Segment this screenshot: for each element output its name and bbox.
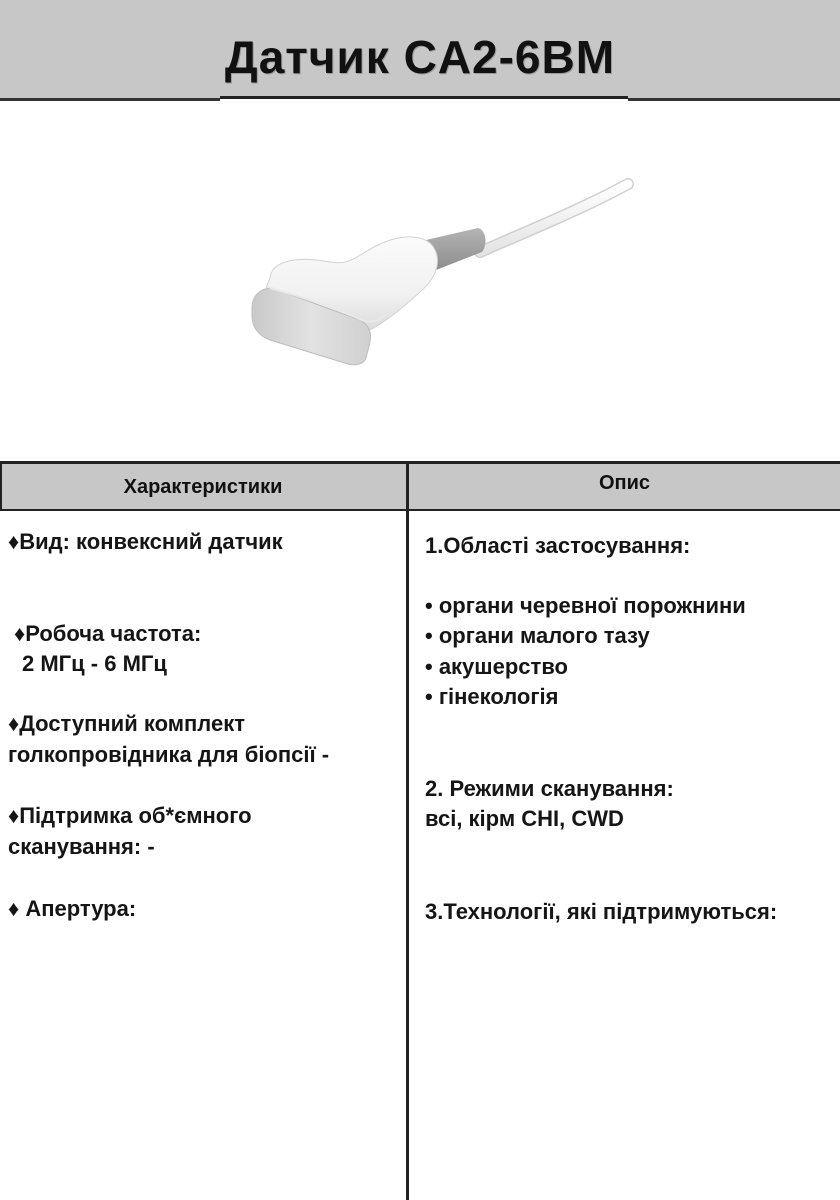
applications-title: 1.Області застосування: [425,533,691,558]
spec-frequency-value: 2 МГц - 6 МГц [22,651,167,676]
application-item: • акушерство [425,654,568,679]
spec-biopsy-line1: ♦Доступний комплект [8,711,245,736]
header-characteristics: Характеристики [123,476,283,498]
spec-biopsy-line2: голкопровідника для біопсії - [8,742,330,767]
application-item: • органи малого тазу [425,623,650,648]
spec-frequency-label: ♦Робоча частота: [14,621,202,646]
table-header-border [0,509,840,511]
spec-type: ♦Вид: конвексний датчик [8,529,283,554]
spec-volume-line2: сканування: - [8,834,155,859]
transducer-image [230,170,640,380]
scan-modes-value: всі, кірм CHI, CWD [425,806,624,831]
application-item: • органи черевної порожнини [425,593,746,618]
application-item: • гінекологія [425,684,559,709]
header-description: Опис [598,472,651,494]
header-rule-right [628,98,840,101]
title-underline [220,96,628,99]
spec-aperture: ♦ Апертура: [8,896,137,921]
technologies-title: 3.Технології, які підтримуються: [425,899,778,924]
header-rule-left [0,98,220,101]
spec-volume-line1: ♦Підтримка об*ємного [8,803,252,828]
scan-modes-title: 2. Режими сканування: [425,776,674,801]
column-divider [406,461,409,1200]
page-title: Датчик CA2-6BM [224,31,616,83]
